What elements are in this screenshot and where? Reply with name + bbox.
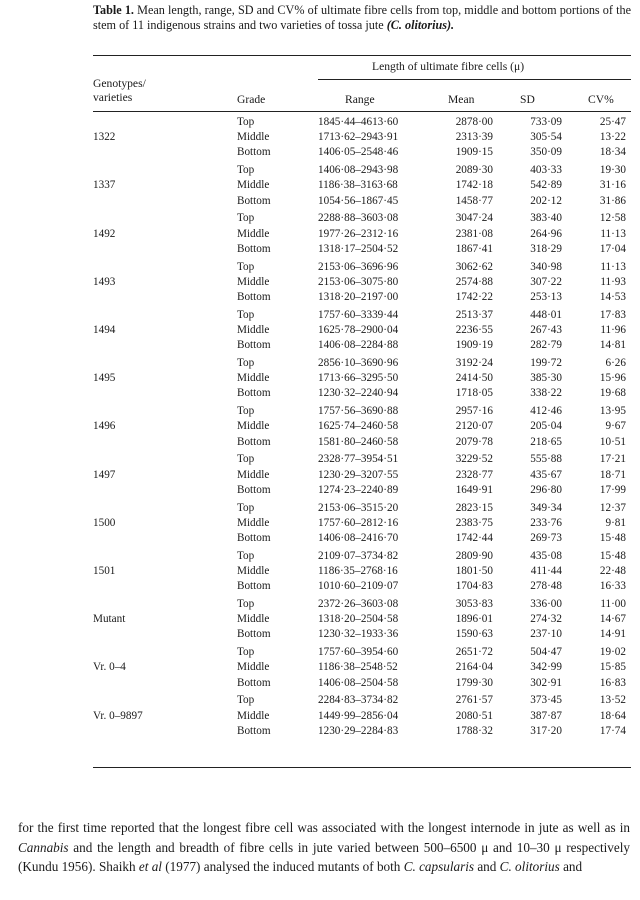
sd-cell: 338·22 [530,387,562,400]
mean-cell: 3062·62 [455,260,493,273]
sd-cell: 269·73 [530,532,562,544]
grade-header: Grade [237,93,266,106]
mean-cell: 2236·55 [455,324,493,336]
mean-cell: 1867·41 [455,242,493,255]
sd-header: SD [520,93,535,106]
sd-cell: 302·91 [530,676,562,689]
mean-cell: 1590·63 [455,628,493,641]
grade-cell: Middle [237,468,270,481]
mean-cell: 1742·18 [455,179,493,192]
sd-cell: 387·87 [530,709,562,722]
sd-cell: 237·10 [530,628,562,641]
body-text-2: Cannabis [18,839,69,855]
grade-cell: Top [237,694,255,707]
grade-cell: Top [237,501,255,514]
cv-cell: 15·96 [599,372,626,385]
sd-cell: 448·01 [530,308,562,321]
range-cell: 1757·60–3339·44 [318,308,399,321]
mean-cell: 2080·51 [455,709,493,722]
sd-cell: 296·80 [530,483,562,496]
genotype-label: 1493 [93,275,116,288]
sd-cell: 218·65 [530,435,562,448]
cv-cell: 12·37 [599,501,626,514]
cv-cell: 19·02 [599,646,626,659]
cv-cell: 14·53 [599,291,626,303]
grade-cell: Bottom [237,580,271,593]
cv-cell: 6·26 [605,357,626,369]
sd-cell: 202·12 [530,194,562,207]
mean-cell: 2823·15 [455,501,493,514]
range-cell: 1318·17–2504·52 [318,242,399,255]
grade-cell: Top [237,308,255,321]
range-cell: 1406·08–2416·70 [318,532,399,544]
cv-cell: 16·83 [599,676,626,689]
range-cell: 1186·35–2768·16 [318,565,398,577]
mean-cell: 1704·83 [455,580,493,593]
sd-cell: 282·79 [530,339,562,352]
range-cell: 1274·23–2240·89 [318,483,399,496]
mean-cell: 1649·91 [455,483,493,496]
grade-cell: Bottom [237,146,271,159]
grade-cell: Bottom [237,483,271,496]
mean-cell: 1788·32 [455,724,493,737]
sd-cell: 278·48 [530,580,562,593]
grade-cell: Top [237,405,255,418]
table-label: Table 1. [93,3,134,17]
body-text-9: and [559,859,583,875]
grade-cell: Top [237,212,255,225]
cv-cell: 17·04 [599,242,626,255]
mean-cell: 3192·24 [455,357,493,369]
cv-cell: 15·48 [599,532,626,544]
range-cell: 2109·07–3734·82 [318,549,399,562]
grade-cell: Middle [237,565,270,577]
genotype-label: 1500 [93,516,116,529]
genotype-label: 1337 [93,179,116,192]
cv-cell: 15·48 [599,549,626,562]
sd-cell: 264·96 [530,227,562,240]
cv-cell: 11·00 [600,598,626,610]
mean-cell: 1718·05 [455,387,493,400]
cv-cell: 11·13 [600,227,626,240]
sd-cell: 307·22 [530,275,562,288]
range-cell: 2153·06–3696·96 [318,260,399,273]
cv-cell: 11·96 [600,324,626,336]
range-cell: 1318·20–2197·00 [318,291,399,303]
mean-cell: 2383·75 [455,516,493,529]
mean-cell: 2164·04 [455,661,493,674]
cv-cell: 17·99 [599,483,626,496]
range-cell: 1581·80–2460·58 [318,435,399,448]
range-cell: 1230·29–3207·55 [318,468,399,481]
sd-cell: 318·29 [530,242,562,255]
mean-cell: 3053·83 [455,598,493,610]
sd-cell: 411·44 [530,565,562,577]
genotype-label: Vr. 0–4 [93,661,126,674]
grade-cell: Middle [237,661,270,674]
mean-cell: 2574·88 [455,275,493,288]
range-cell: 2372·26–3603·08 [318,598,399,610]
mean-header: Mean [448,93,475,106]
cv-cell: 13·22 [599,131,626,144]
cv-cell: 12·58 [599,212,626,225]
range-cell: 1449·99–2856·04 [318,709,399,722]
grade-cell: Top [237,164,255,177]
sd-cell: 199·72 [530,357,562,369]
mean-cell: 3229·52 [455,453,493,466]
range-cell: 2328·77–3954·51 [318,453,399,466]
mean-cell: 2957·16 [455,405,493,418]
mean-cell: 2328·77 [455,468,493,481]
sd-cell: 412·46 [530,405,562,418]
range-cell: 1186·38–2548·52 [318,661,398,674]
grade-cell: Bottom [237,194,271,207]
range-cell: 1406·08–2504·58 [318,676,399,689]
genotype-label: Vr. 0–9897 [93,709,143,722]
range-cell: 1406·08–2284·88 [318,339,399,352]
sd-cell: 253·13 [530,291,562,303]
genotype-label: 1495 [93,372,116,385]
mean-cell: 2809·90 [455,549,493,562]
header-rule [93,111,631,112]
range-cell: 1406·05–2548·46 [318,146,399,159]
cv-cell: 18·64 [599,709,626,722]
grade-cell: Middle [237,516,270,529]
genotype-label: 1492 [93,227,116,240]
grade-cell: Bottom [237,532,271,544]
range-cell: 1054·56–1867·45 [318,194,399,207]
grade-cell: Middle [237,131,270,144]
grade-cell: Middle [237,372,270,385]
sd-cell: 542·89 [530,179,562,192]
sd-cell: 383·40 [530,212,562,225]
cv-cell: 31·16 [599,179,626,192]
range-cell: 1713·62–2943·91 [318,131,399,144]
sd-cell: 504·47 [530,646,562,659]
mean-cell: 1742·22 [455,291,493,303]
range-cell: 1186·38–3163·68 [318,179,398,192]
body-text-5: (1977) analysed the induced mutants of both [161,859,404,875]
grade-cell: Top [237,260,255,273]
range-cell: 1406·08–2943·98 [318,164,399,177]
grade-cell: Bottom [237,628,271,641]
genotype-label: 1501 [93,565,116,577]
body-text-4: et al [138,859,162,875]
cv-cell: 13·52 [599,694,626,707]
body-text-8: C. olitorius [499,859,560,875]
range-cell: 1977·26–2312·16 [318,227,399,240]
body-text-7: and [474,859,500,875]
genotype-label: 1322 [93,131,116,144]
mean-cell: 2079·78 [455,435,493,448]
top-rule [93,55,631,56]
mean-cell: 1896·01 [455,613,493,626]
genotype-label: 1494 [93,324,116,336]
sd-cell: 267·43 [530,324,562,336]
range-cell: 1757·60–2812·16 [318,516,399,529]
mean-cell: 3047·24 [455,212,493,225]
grade-cell: Top [237,598,255,610]
grade-cell: Bottom [237,339,271,352]
cv-cell: 17·83 [599,308,626,321]
grade-cell: Top [237,646,255,659]
body-text-1: for the first time reported that the longest fibre cell was associated with the longest internode in jute as well as in [18,820,630,835]
cv-cell: 9·81 [605,516,626,529]
mean-cell: 2878·00 [455,116,493,128]
cv-cell: 14·81 [599,339,626,352]
grade-cell: Bottom [237,387,271,400]
genotype-label: 1496 [93,420,116,433]
grade-cell: Bottom [237,676,271,689]
range-cell: 1845·44–4613·60 [318,116,399,128]
grade-cell: Bottom [237,435,271,448]
cv-cell: 25·47 [599,116,626,128]
body-paragraph [18,818,630,877]
mean-cell: 1799·30 [455,676,493,689]
cv-cell: 15·85 [599,661,626,674]
range-cell: 1230·32–1933·36 [318,628,399,641]
cv-cell: 10·51 [599,435,626,448]
grade-cell: Bottom [237,724,271,737]
sd-cell: 205·04 [530,420,562,433]
mean-cell: 2313·39 [455,131,493,144]
cv-cell: 19·68 [599,387,626,400]
range-cell: 1757·56–3690·88 [318,405,399,418]
range-cell: 1625·78–2900·04 [318,324,399,336]
cv-cell: 17·21 [599,453,626,466]
grade-cell: Middle [237,324,270,336]
sd-cell: 435·67 [530,468,562,481]
mean-cell: 2761·57 [455,694,493,707]
cv-cell: 18·71 [599,468,626,481]
sd-cell: 555·88 [530,453,562,466]
range-cell: 1625·74–2460·58 [318,420,399,433]
sd-cell: 349·34 [530,501,562,514]
sd-cell: 385·30 [530,372,562,385]
cv-cell: 9·67 [605,420,626,433]
range-cell: 2288·88–3603·08 [318,212,399,225]
mean-cell: 1909·19 [455,339,493,352]
group-rule [318,79,631,80]
grade-cell: Middle [237,227,270,240]
caption-species: (C. olitorius). [386,17,455,32]
mean-cell: 2651·72 [455,646,493,659]
grade-cell: Middle [237,709,270,722]
cv-cell: 14·67 [599,613,626,626]
cv-cell: 22·48 [599,565,626,577]
mean-cell: 1909·15 [455,146,493,159]
length-group-header: Length of ultimate fibre cells (μ) [372,60,525,73]
range-cell: 2153·06–3075·80 [318,275,399,288]
cv-cell: 11·93 [600,275,626,288]
mean-cell: 1801·50 [455,565,493,577]
sd-cell: 435·08 [530,549,562,562]
grade-cell: Middle [237,613,270,626]
sd-cell: 233·76 [530,516,562,529]
grade-cell: Top [237,116,255,128]
genotype-label: Mutant [93,613,126,626]
body-text-6: C. capsularis [403,859,475,875]
mean-cell: 2414·50 [455,372,493,385]
grade-cell: Middle [237,179,270,192]
range-cell: 2856·10–3690·96 [318,357,399,369]
mean-cell: 2120·07 [455,420,493,433]
sd-cell: 305·54 [530,131,562,144]
mean-cell: 2381·08 [455,227,493,240]
caption-text: Mean length, range, SD and CV% of ultimate fibre cells from top, middle and bottom portions of the stem of 11 indigenous strains and two varieties of tossa jute [93,3,631,32]
cv-cell: 31·86 [599,194,626,207]
mean-cell: 1458·77 [455,194,493,207]
range-cell: 2153·06–3515·20 [318,501,399,514]
cv-cell: 19·30 [599,164,626,177]
bottom-rule [93,767,631,768]
genotype-label: 1497 [93,468,116,481]
sd-cell: 336·00 [530,598,562,610]
cv-cell: 14·91 [599,628,626,641]
cv-cell: 17·74 [599,724,626,737]
grade-cell: Top [237,453,255,466]
mean-cell: 2089·30 [455,164,493,177]
sd-cell: 342·99 [530,661,562,674]
cv-cell: 11·13 [600,260,626,273]
range-cell: 1757·60–3954·60 [318,646,399,659]
sd-cell: 373·45 [530,694,562,707]
grade-cell: Top [237,357,255,369]
sd-cell: 274·32 [530,613,562,626]
mean-cell: 1742·44 [455,532,493,544]
cv-cell: 18·34 [599,146,626,159]
body-text-3: and the length and breadth of fibre cells in jute varied between 500–6500 μ and 10–30 μ respectively (Kundu 1956). Shaikh [18,839,630,875]
range-cell: 1230·32–2240·94 [318,387,399,400]
cv-cell: 13·95 [599,405,626,418]
grade-cell: Middle [237,275,270,288]
mean-cell: 2513·37 [455,308,493,321]
grade-cell: Top [237,549,255,562]
range-cell: 1230·29–2284·83 [318,724,399,737]
sd-cell: 317·20 [530,724,562,737]
range-cell: 1318·20–2504·58 [318,613,399,626]
grade-cell: Bottom [237,242,271,255]
sd-cell: 733·09 [530,116,562,128]
sd-cell: 403·33 [530,164,562,177]
sd-cell: 340·98 [530,260,562,273]
range-cell: 2284·83–3734·82 [318,694,399,707]
range-cell: 1713·66–3295·50 [318,372,399,385]
range-header: Range [345,93,375,106]
cv-cell: 16·33 [599,580,626,593]
sd-cell: 350·09 [530,146,562,159]
table-caption [93,3,631,32]
range-cell: 1010·60–2109·07 [318,580,399,593]
genotype-header: Genotypes/ varieties [93,77,146,104]
cv-header: CV% [588,93,614,106]
grade-cell: Bottom [237,291,271,303]
grade-cell: Middle [237,420,270,433]
